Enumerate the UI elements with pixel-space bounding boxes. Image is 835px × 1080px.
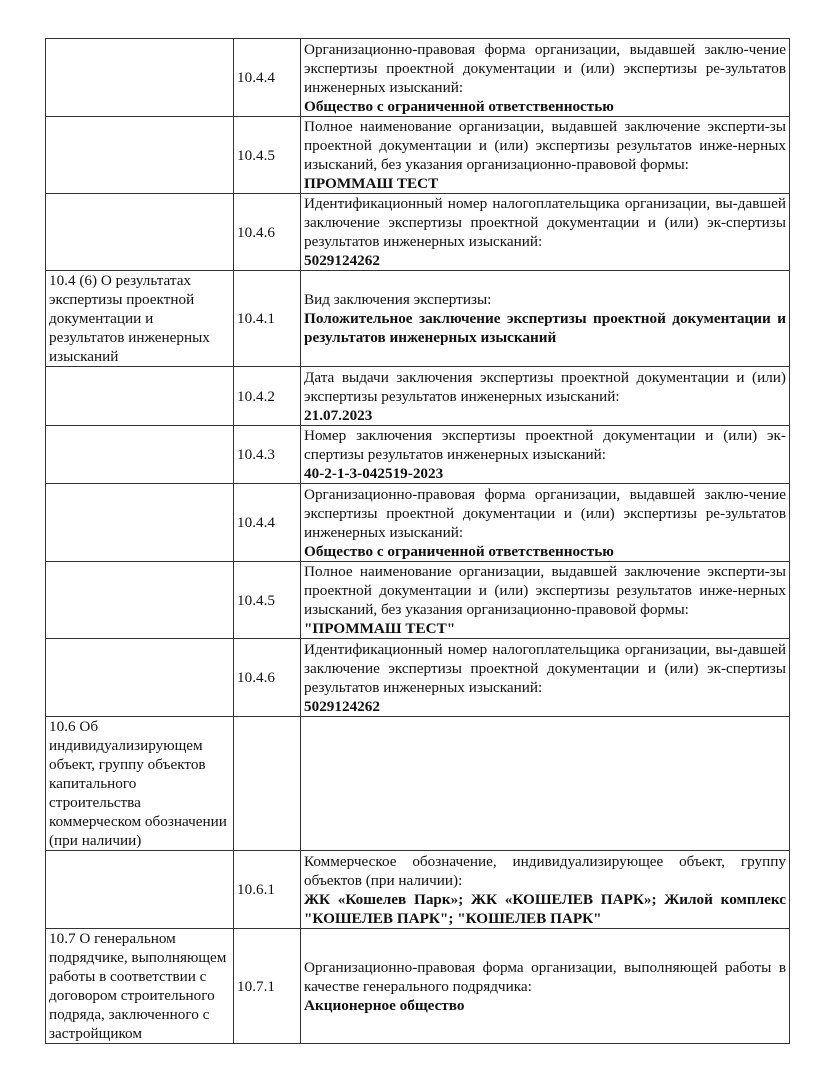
field-value: 5029124262	[304, 252, 380, 269]
field-value: Общество с ограниченной ответственностью	[304, 97, 614, 115]
code-cell: 10.4.4	[234, 39, 301, 117]
table-row	[46, 39, 790, 117]
field-value: ПРОММАШ ТЕСТ	[304, 175, 439, 192]
code-cell: 10.4.1	[234, 271, 301, 367]
section-cell	[46, 484, 234, 562]
table-row	[46, 717, 790, 851]
field-label: Полное наименование организации, выдавшей заключение эксперти-зы проектной документации и (или) экспертизы результатов инже-нерных изысканий, без указания организационно-правовой формы:	[304, 563, 786, 618]
table-row	[46, 851, 790, 929]
field-label: Полное наименование организации, выдавшей заключение эксперти-зы проектной документации и (или) экспертизы результатов инже-нерных изысканий, без указания организационно-правовой формы:	[304, 118, 786, 173]
field-value: "ПРОММАШ ТЕСТ"	[304, 620, 456, 637]
content-cell	[301, 639, 790, 717]
table-row	[46, 562, 790, 639]
content-cell	[301, 39, 790, 117]
table-row	[46, 271, 790, 367]
field-label: Идентификационный номер налогоплательщика организации, вы-давшей заключение экспертизы проектной документации и (или) эк-спертизы результатов инженерных изысканий:	[304, 640, 786, 696]
field-label: Организационно-правовая форма организации, выдавшей заклю-чение экспертизы проектной документации и (или) экспертизы ре-зультатов инженерных изысканий:	[304, 40, 786, 96]
table-row	[46, 194, 790, 271]
section-cell	[46, 639, 234, 717]
section-cell	[46, 117, 234, 194]
field-label: Организационно-правовая форма организации, выполняющей работы в качестве генерального подрядчика:	[304, 958, 786, 995]
table-row	[46, 367, 790, 426]
content-cell	[301, 562, 790, 639]
content-cell	[301, 271, 790, 367]
code-cell: 10.4.6	[234, 639, 301, 717]
section-cell	[46, 367, 234, 426]
section-cell: 10.6 Об индивидуализирующем объект, группу объектов капитального строительства коммерческом обозначении (при наличии)	[46, 717, 234, 851]
field-label: Идентификационный номер налогоплательщика организации, вы-давшей заключение экспертизы проектной документации и (или) эк-спертизы результатов инженерных изысканий:	[304, 195, 786, 250]
field-label: Коммерческое обозначение, индивидуализирующее объект, группу объектов (при наличии):	[304, 852, 786, 889]
field-value: 40-2-1-3-042519-2023	[304, 465, 444, 482]
content-cell	[301, 117, 790, 194]
code-cell: 10.4.5	[234, 562, 301, 639]
field-value: 21.07.2023	[304, 406, 373, 424]
table-row	[46, 929, 790, 1044]
table-row	[46, 426, 790, 484]
content-cell	[301, 851, 790, 929]
field-label: Номер заключения экспертизы проектной документации и (или) эк-спертизы результатов инженерных изысканий:	[304, 427, 786, 463]
code-cell: 10.4.3	[234, 426, 301, 484]
document-table	[45, 38, 790, 1044]
field-label: Вид заключения экспертизы:	[304, 291, 492, 308]
section-cell: 10.7 О генеральном подрядчике, выполняющем работы в соответствии с договором строительного подряда, заключенного с застройщиком	[46, 929, 234, 1044]
content-cell	[301, 194, 790, 271]
field-label: Организационно-правовая форма организации, выдавшей заклю-чение экспертизы проектной документации и (или) экспертизы ре-зультатов инженерных изысканий:	[304, 485, 786, 541]
content-cell	[301, 484, 790, 562]
content-cell	[301, 426, 790, 484]
table-row	[46, 484, 790, 562]
section-cell	[46, 194, 234, 271]
code-cell: 10.4.5	[234, 117, 301, 194]
content-cell	[301, 367, 790, 426]
field-value: ЖК «Кошелев Парк»; ЖК «КОШЕЛЕВ ПАРК»; Жилой комплекс "КОШЕЛЕВ ПАРК"; "КОШЕЛЕВ ПАРК"	[304, 890, 786, 927]
section-cell: 10.4 (6) О результатах экспертизы проектной документации и результатов инженерных изысканий	[46, 271, 234, 367]
field-value: 5029124262	[304, 697, 380, 715]
code-cell: 10.7.1	[234, 929, 301, 1044]
section-cell	[46, 562, 234, 639]
section-cell	[46, 426, 234, 484]
content-cell	[301, 929, 790, 1044]
code-cell: 10.4.2	[234, 367, 301, 426]
field-value: Общество с ограниченной ответственностью	[304, 542, 614, 560]
code-cell: 10.4.6	[234, 194, 301, 271]
code-cell: 10.4.4	[234, 484, 301, 562]
field-label: Дата выдачи заключения экспертизы проектной документации и (или) экспертизы результатов инженерных изысканий:	[304, 368, 786, 405]
code-cell	[234, 717, 301, 851]
section-cell	[46, 39, 234, 117]
field-value: Акционерное общество	[304, 996, 465, 1014]
section-cell	[46, 851, 234, 929]
code-cell: 10.6.1	[234, 851, 301, 929]
table-row	[46, 639, 790, 717]
table-row	[46, 117, 790, 194]
field-value: Положительное заключение экспертизы проектной документации и результатов инженерных изысканий	[304, 310, 786, 346]
content-cell	[301, 717, 790, 851]
